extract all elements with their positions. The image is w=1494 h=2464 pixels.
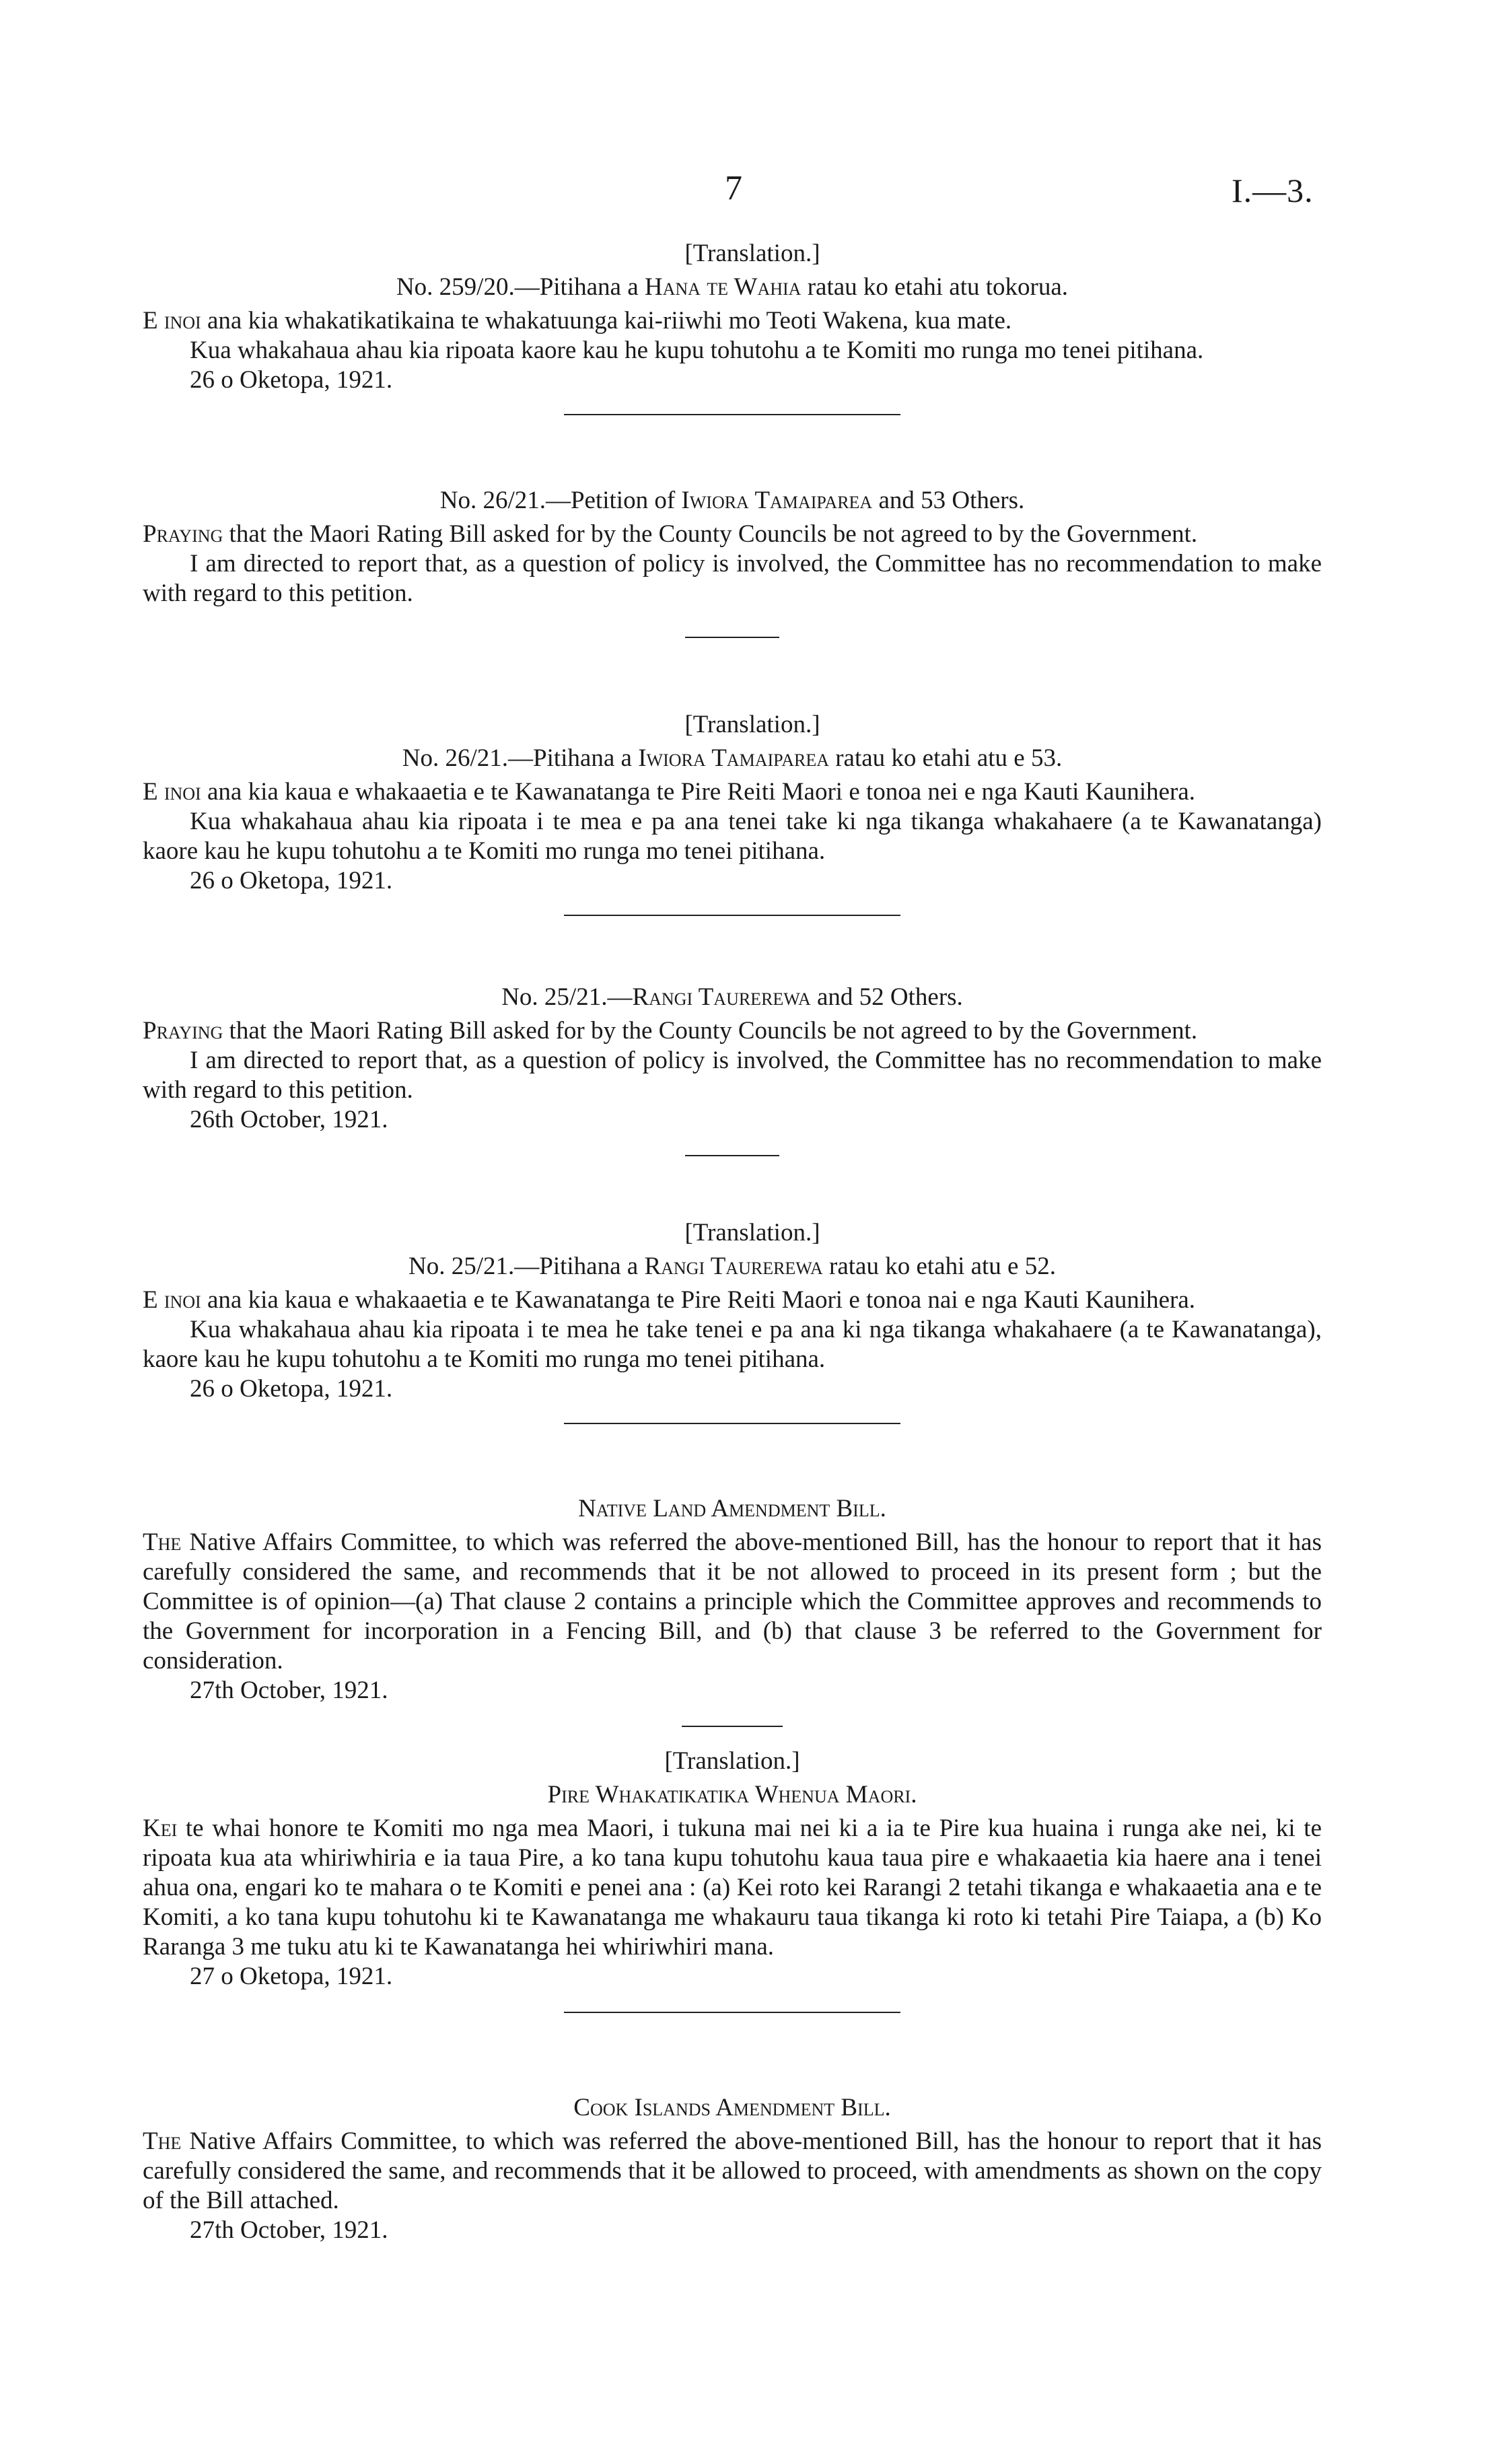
petition-title: No. 25/21.—Rangi Taurerewa and 52 Others. xyxy=(501,983,963,1011)
section-heading: [Translation.] xyxy=(684,240,820,267)
petition-25-21 xyxy=(143,983,1322,1156)
petition-title: No. 26/21.—Pitihana a Iwiora Tamaiparea ratau ko etahi atu e 53. xyxy=(402,744,1063,772)
petition-title: No. 259/20.—Pitihana a Hana te Wahia ratau ko etahi atu tokorua. xyxy=(396,273,1069,301)
bill-translation xyxy=(143,1747,1322,2013)
bill-report: The Native Affairs Committee, to which was referred the above-mentioned Bill, has the honour to report that it has carefully considered the same, and recommends that it be not allowed to proceed in its present form ; but the Committee is of opinion—(a) That clause 2 contains a principle which the Committee approves and recommends to the Government for incorporation in a Fencing Bill, and (b) that clause 3 be referred to the Government for consideration. xyxy=(143,1528,1322,1675)
petition-report: I am directed to report that, as a question of policy is involved, the Committee has no recommendation to make with regard to this petition. xyxy=(143,550,1322,607)
petition-title: No. 25/21.—Pitihana a Rangi Taurerewa ratau ko etahi atu e 52. xyxy=(408,1253,1056,1280)
petition-prayer: Praying that the Maori Rating Bill asked for by the County Councils be not agreed to by the Government. xyxy=(143,520,1198,548)
native-land-amendment-bill xyxy=(143,1494,1322,1727)
petition-translation-259-20 xyxy=(143,239,1322,415)
section-divider xyxy=(564,2012,900,2013)
petition-translation-25-21 xyxy=(143,1218,1322,1424)
page-number: 7 xyxy=(725,169,742,207)
section-heading: [Translation.] xyxy=(684,711,820,738)
petition-report: I am directed to report that, as a question of policy is involved, the Committee has no recommendation to make with regard to this petition. xyxy=(143,1047,1322,1104)
petition-prayer: E inoi ana kia whakatikatikaina te whakatuunga kai-riiwhi mo Teoti Wakena, kua mate. xyxy=(143,307,1012,335)
bill-heading: Cook Islands Amendment Bill. xyxy=(573,2094,891,2121)
petition-26-21 xyxy=(143,486,1322,638)
report-date: 27 o Oketopa, 1921. xyxy=(190,1963,393,1990)
petition-prayer: E inoi ana kia kaua e whakaaetia e te Kawanatanga te Pire Reiti Maori e tonoa nei e nga Kauti Kaunihera. xyxy=(143,778,1196,806)
report-date: 26 o Oketopa, 1921. xyxy=(190,1375,393,1403)
bill-report: Kei te whai honore te Komiti mo nga mea Maori, i tukuna mai nei ki a ia te Pire kua huaina i runga ake nei, ki te ripoata kua ata whiriwhiria e ia taua Pire, a ko tana kupu tohutohu kaua taua pire e whakaaetia kia haere ana i tenei ahua ona, engari ko te mahara o te Komiti e penei ana : (a) Kei roto kei Rarangi 2 tetahi tikanga e whakaaetia ana e te Komiti, a ko tana kupu tohutohu ki te Kawanatanga me whakauru taua tikanga ki roto ki tetahi Pire Taiapa, a (b) Ko Raranga 3 me tuku atu ki te Kawanatanga hei whiriwhiri mana. xyxy=(143,1815,1322,1961)
petition-report: Kua whakahaua ahau kia ripoata i te mea he take tenei e pa ana ki nga tikanga whakahaere (a te Kawanatanga), kaore kau he kupu tohutohu a te Komiti mo runga mo tenei pitihana. xyxy=(143,1316,1322,1373)
petition-translation-26-21 xyxy=(143,710,1322,916)
section-divider xyxy=(564,414,900,415)
bill-subheading: Pire Whakatikatika Whenua Maori. xyxy=(547,1781,917,1808)
document-reference: I.—3. xyxy=(1232,172,1314,209)
petition-prayer: Praying that the Maori Rating Bill asked for by the County Councils be not agreed to by the Government. xyxy=(143,1017,1198,1045)
bill-report: The Native Affairs Committee, to which was referred the above-mentioned Bill, has the honour to report that it has carefully considered the same, and recommends that it be allowed to proceed, with amendments as shown on the copy of the Bill attached. xyxy=(143,2127,1322,2214)
bill-heading: Native Land Amendment Bill. xyxy=(578,1495,886,1522)
petition-report: Kua whakahaua ahau kia ripoata i te mea e pa ana tenei take ki nga tikanga whakahaere (a te Kawanatanga) kaore kau he kupu tohutohu a te Komiti mo runga mo tenei pitihana. xyxy=(143,808,1322,865)
petition-title: No. 26/21.—Petition of Iwiora Tamaiparea and 53 Others. xyxy=(439,487,1025,514)
petition-report: Kua whakahaua ahau kia ripoata kaore kau he kupu tohutohu a te Komiti mo runga mo tenei pitihana. xyxy=(190,337,1204,364)
report-date: 27th October, 1921. xyxy=(190,2216,388,2244)
section-divider xyxy=(682,1726,783,1727)
section-divider xyxy=(564,1423,900,1424)
section-divider xyxy=(685,637,779,638)
petition-prayer: E inoi ana kia kaua e whakaaetia e te Kawanatanga te Pire Reiti Maori e tonoa nai e nga Kauti Kaunihera. xyxy=(143,1286,1196,1314)
section-heading: [Translation.] xyxy=(684,1219,820,1246)
section-divider xyxy=(685,1155,779,1156)
section-divider xyxy=(564,915,900,916)
section-heading: [Translation.] xyxy=(664,1747,800,1775)
report-date: 26th October, 1921. xyxy=(190,1106,388,1133)
report-date: 26 o Oketopa, 1921. xyxy=(190,867,393,894)
report-date: 27th October, 1921. xyxy=(190,1677,388,1704)
cook-islands-amendment-bill xyxy=(143,2093,1322,2245)
report-date: 26 o Oketopa, 1921. xyxy=(190,366,393,394)
